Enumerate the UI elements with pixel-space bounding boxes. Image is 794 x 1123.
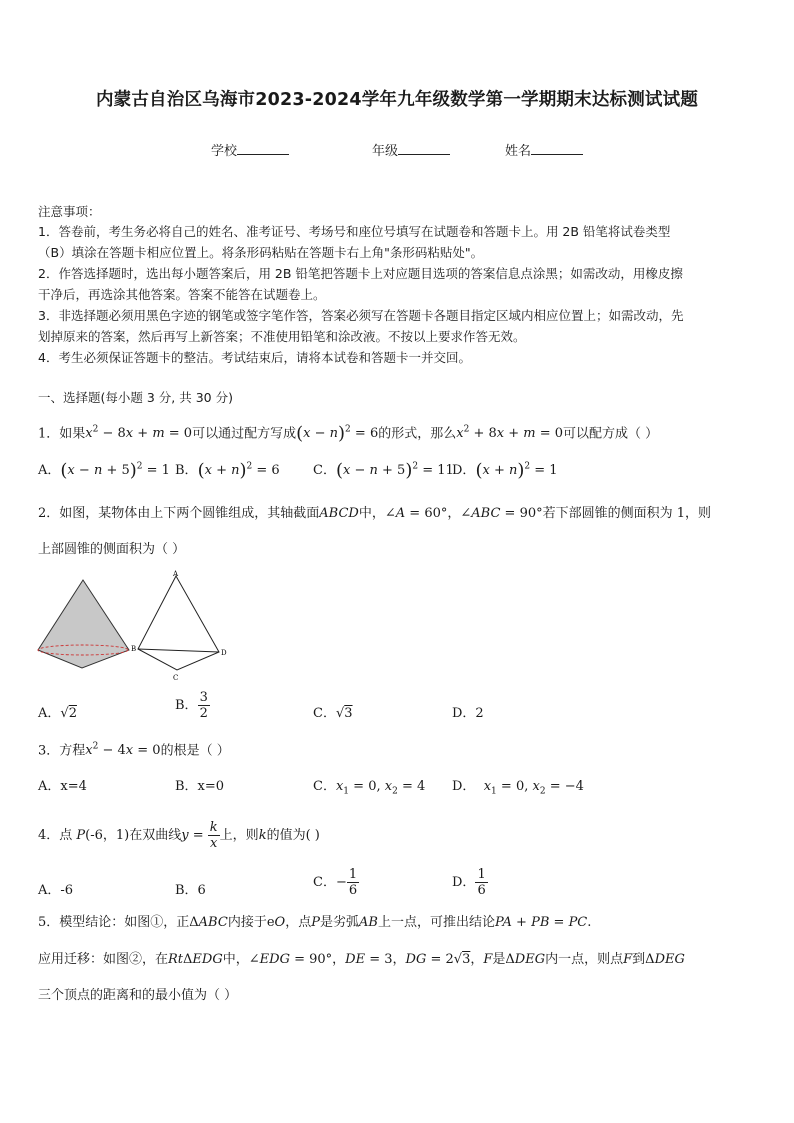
q4-frac-pos: $\frac{1}{6}$ bbox=[477, 867, 486, 898]
q2-label-b: B bbox=[131, 645, 137, 653]
q4-hyperbola: y = $\frac{k}{x}$ bbox=[181, 820, 218, 851]
q2-sqrt3: √3 bbox=[335, 706, 353, 721]
q3-equation: $x^2 - 4x = 0$ bbox=[85, 742, 161, 759]
q3-option-d-label: D． bbox=[452, 779, 476, 794]
q1-equation-1: $x^2 - 8x + m = 0$ bbox=[85, 425, 193, 442]
q1-equation-2: $(x - n)^2 = 6$ bbox=[296, 423, 379, 445]
q5-text-2e: 到 bbox=[632, 952, 646, 967]
exam-title: 内蒙古自治区乌海市2023-2024学年九年级数学第一学期期末达标测试试题 bbox=[95, 90, 699, 110]
q1-option-d[interactable]: D．$(x + n)^2 = 1$ bbox=[452, 460, 558, 481]
note-line-2: （B）填涂在答题卡相应位置上。将条形码粘贴在答题卡右上角"条形码粘贴处"。 bbox=[38, 245, 484, 260]
q2-label-a: A bbox=[173, 570, 179, 578]
q2-option-c[interactable] bbox=[313, 702, 353, 721]
q2-line-bd bbox=[138, 649, 219, 652]
question-5-line-1: 5．模型结论：如图①，正ΔABC内接于eO，点P是劣弧AB上一点，可推出结论PA + PB = PC. bbox=[38, 915, 592, 930]
q1-option-d-label: D． bbox=[452, 463, 476, 478]
q1-option-b[interactable]: B．$(x + n)^2 = 6$ bbox=[175, 460, 280, 481]
q2-label-c: C bbox=[173, 674, 179, 682]
q5-text-c: ，点 bbox=[285, 915, 312, 930]
q1-option-a-label: A． bbox=[38, 463, 61, 478]
q2-frac-3-2: $\frac{3}{2}$ bbox=[199, 690, 208, 721]
q1-prefix: 1．如果 bbox=[38, 426, 86, 442]
q1-option-b-label: B． bbox=[175, 463, 198, 478]
note-line-3: 2．作答选择题时，选出每小题答案后，用 2B 铅笔把答题卡上对应题目选项的答案信息点涂黑；如需改动，用橡皮擦 bbox=[38, 266, 683, 281]
grade-blank[interactable] bbox=[398, 142, 450, 155]
q5-text-2c: 是 bbox=[492, 952, 506, 967]
q5-text-d: 是劣弧 bbox=[319, 915, 359, 930]
question-4: 4．点 P(-6，1)在双曲线y = $\frac{k}{x}$ 上，则k的值为( ) bbox=[38, 820, 320, 851]
q1-option-a[interactable]: A．$(x - n + 5)^2 = 1$ bbox=[38, 460, 170, 481]
q2-option-a-label: A． bbox=[38, 706, 61, 721]
q2-angle-a: ∠A = 60° bbox=[384, 506, 448, 521]
note-line-5: 3．非选择题必须用黑色字迹的钢笔或签字笔作答，答案必须写在答题卡各题目指定区域内相应位置上；如需改动，先 bbox=[38, 308, 684, 323]
q2-abcd: ABCD bbox=[319, 506, 359, 521]
q1-option-c-label: C． bbox=[313, 463, 336, 478]
q4-option-b[interactable]: B．6 bbox=[175, 883, 206, 898]
q3-option-a[interactable]: A．x=4 bbox=[38, 779, 87, 794]
q3-option-c-label: C． bbox=[313, 779, 336, 794]
grade-field[interactable] bbox=[372, 140, 450, 159]
question-2-line-1: 2．如图，某物体由上下两个圆锥组成，其轴截面ABCD中，∠A = 60°，∠ABC = 90°若下部圆锥的侧面积为 1，则 bbox=[38, 506, 712, 521]
question-3 bbox=[38, 738, 230, 760]
q2-option-b[interactable] bbox=[175, 690, 210, 721]
q2-label-d: D bbox=[221, 649, 227, 657]
q4-suffix: 上，则 bbox=[219, 828, 259, 843]
q4-option-c-label: C． bbox=[313, 875, 336, 890]
question-2-line-2: 上部圆锥的侧面积为（ ） bbox=[38, 542, 186, 557]
note-line-1: 1．答卷前，考生务必将自己的姓名、准考证号、考场号和座位号填写在试题卷和答题卡上。用 2B 铅笔将试卷类型 bbox=[38, 224, 671, 239]
q5-text-2b: 中， bbox=[222, 952, 249, 967]
q2-text-b: 中， bbox=[358, 506, 385, 521]
school-label: 学校 bbox=[211, 144, 238, 159]
q2-option-a[interactable] bbox=[38, 702, 77, 721]
q5-text-a: 5．模型结论：如图①，正 bbox=[38, 915, 190, 930]
q1-option-c[interactable]: C．$(x - n + 5)^2 = 11$ bbox=[313, 460, 454, 481]
q2-sqrt2: √2 bbox=[60, 706, 77, 721]
q2-option-b-label: B． bbox=[175, 698, 198, 713]
q5-text-b: 内接于 bbox=[227, 915, 267, 930]
q1-mid1: 可以通过配方写成 bbox=[192, 426, 297, 442]
q1-equation-3: $x^2 + 8x + m = 0$ bbox=[456, 425, 564, 442]
notes-heading: 注意事项： bbox=[38, 204, 101, 219]
question-5-line-2: 应用迁移：如图②，在RtΔEDG中，∠EDG = 90°，DE = 3，DG = 2√3，F是ΔDEG内一点，则点F到ΔDEG bbox=[38, 952, 685, 967]
q4-option-d[interactable] bbox=[452, 867, 488, 898]
q3-option-b[interactable]: B．x=0 bbox=[175, 779, 225, 794]
q4-option-a[interactable]: A．-6 bbox=[38, 883, 74, 898]
q5-text-e: 上一点，可推出结论 bbox=[377, 915, 495, 930]
q4-option-c[interactable]: C．− $\frac{1}{6}$ bbox=[313, 867, 358, 898]
q3-option-c[interactable]: C．$x_1 = 0$, $x_2 = 4$ bbox=[313, 779, 426, 797]
q2-option-d[interactable]: D．2 bbox=[452, 706, 484, 721]
q5-text-2a: 应用迁移：如图②，在 bbox=[38, 952, 169, 967]
school-field[interactable] bbox=[211, 140, 289, 159]
name-label: 姓名 bbox=[505, 144, 532, 159]
name-field[interactable] bbox=[505, 140, 583, 159]
q4-suffix2: 的值为( ) bbox=[266, 828, 320, 843]
q2-angle-abc: ∠ABC = 90° bbox=[460, 506, 543, 521]
q4-point: 4．点 P(-6，1)在双曲线 bbox=[38, 828, 182, 843]
question-5-line-3: 三个顶点的距离和的最小值为（ ） bbox=[38, 988, 238, 1003]
q2-cross-section bbox=[138, 576, 219, 670]
name-blank[interactable] bbox=[531, 142, 583, 155]
q2-text-c: 若下部圆锥的侧面积为 1，则 bbox=[542, 506, 712, 521]
q4-frac-neg: $\frac{1}{6}$ bbox=[348, 867, 358, 898]
note-line-4: 干净后，再选涂其他答案。答案不能答在试题卷上。 bbox=[38, 287, 326, 302]
grade-label: 年级 bbox=[372, 144, 399, 159]
school-blank[interactable] bbox=[237, 142, 289, 155]
q1-suffix: 可以配方成（ ） bbox=[563, 426, 659, 442]
q2-figure bbox=[36, 568, 236, 686]
q5-text-2d: 内一点，则点 bbox=[545, 952, 624, 967]
q3-option-d[interactable]: D． $x_1 = 0$, $x_2 = -4$ bbox=[452, 779, 584, 797]
q3-suffix: 的根是（ ） bbox=[160, 743, 230, 759]
q2-text-a: 2．如图，某物体由上下两个圆锥组成，其轴截面 bbox=[38, 506, 320, 521]
q1-mid2: 的形式，那么 bbox=[378, 426, 457, 442]
note-line-6: 划掉原来的答案，然后再写上新答案；不准使用铅笔和涂改液。不按以上要求作答无效。 bbox=[38, 329, 526, 344]
question-1 bbox=[38, 421, 658, 443]
q2-option-c-label: C． bbox=[313, 706, 336, 721]
section-heading: 一、选择题(每小题 3 分, 共 30 分) bbox=[38, 390, 233, 405]
q4-option-d-label: D． bbox=[452, 875, 476, 890]
q3-prefix: 3．方程 bbox=[38, 743, 86, 759]
note-line-7: 4．考生必须保证答题卡的整洁。考试结束后，请将本试卷和答题卡一并交回。 bbox=[38, 350, 471, 365]
